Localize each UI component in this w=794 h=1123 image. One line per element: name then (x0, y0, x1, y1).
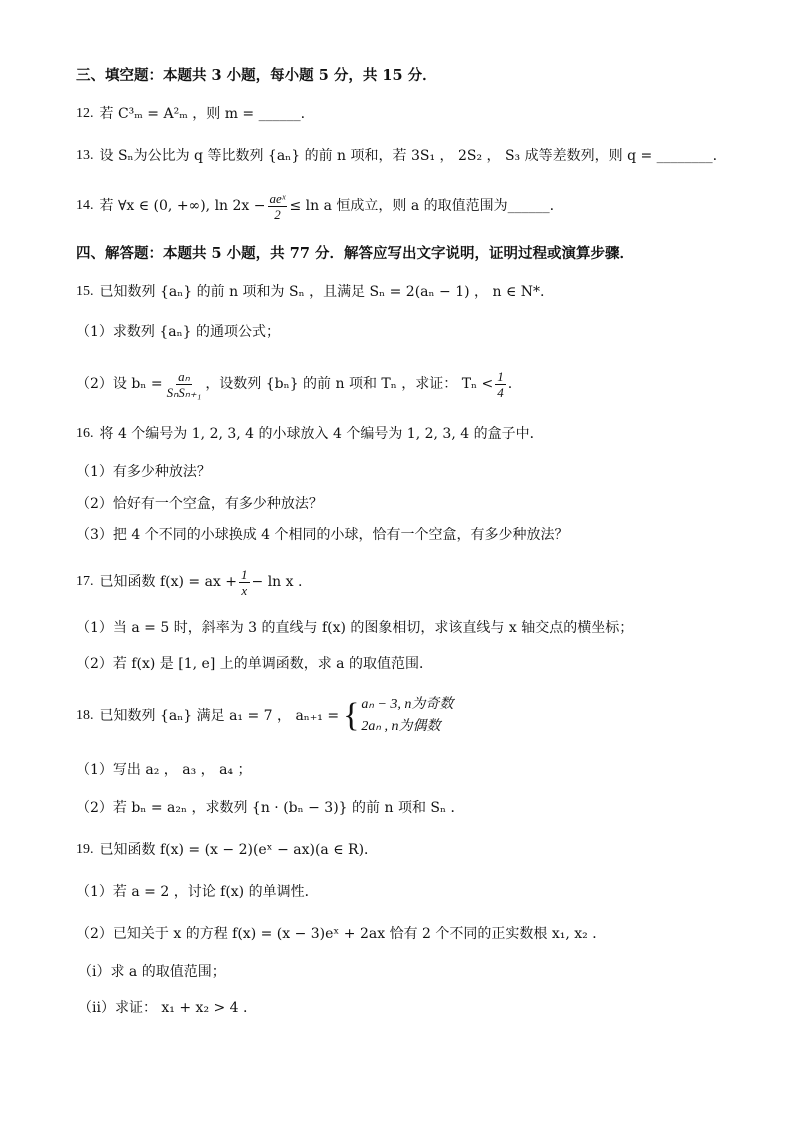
fraction (165, 369, 204, 400)
question-text: 已知函数 f(x) = (x − 2)(eˣ − ax)(a ∈ R)． (99, 842, 379, 858)
question-17 (76, 562, 302, 602)
question-19-sub-1: （i）求 a 的取值范围； (78, 964, 226, 980)
question-text-post: − ln x . (251, 574, 303, 590)
question-16-part-1: （1）有多少种放法？ (76, 464, 211, 480)
question-19-part-1: （1）若 a = 2 ，讨论 f(x) 的单调性． (76, 884, 319, 900)
question-14 (76, 188, 554, 224)
piecewise-definition (343, 694, 453, 738)
question-text: 已知数列 {aₙ} 的前 n 项和为 Sₙ ，且满足 Sₙ = 2(aₙ − 1) ， n ∈ N*. (99, 284, 545, 300)
denominator: x (241, 582, 248, 598)
question-17-part-2: （2）若 f(x) 是 [1, e] 上的单调函数，求 a 的取值范围． (76, 656, 433, 672)
question-number: 17. (76, 574, 94, 589)
numerator: aeˣ (269, 190, 286, 206)
fraction (495, 369, 506, 400)
question-text-post: ≤ ln a 恒成立，则 a 的取值范围为______. (289, 198, 555, 214)
section-4-heading: 四、解答题：本题共 5 小题，共 77 分．解答应写出文字说明，证明过程或演算步骤． (76, 245, 634, 262)
question-16-part-3: （3）把 4 个不同的小球换成 4 个相同的小球，恰有一个空盒，有多少种放法？ (76, 527, 569, 543)
part-text-end: . (507, 376, 513, 392)
question-text-pre: 已知函数 f(x) = ax + (99, 574, 238, 590)
part-text-mid: ，设数列 {bₙ} 的前 n 项和 Tₙ ，求证： Tₙ < (205, 376, 494, 392)
question-12 (76, 104, 305, 124)
numerator: 1 (241, 566, 248, 582)
question-15 (76, 282, 544, 302)
question-number: 12. (76, 106, 94, 121)
question-text-pre: 已知数列 {aₙ} 满足 a₁ = 7 ， aₙ₊₁ = (99, 708, 340, 724)
question-16 (76, 424, 544, 444)
part-text-pre: （2）设 bₙ = (76, 376, 163, 392)
question-19-sub-2: （ii）求证： x₁ + x₂ > 4 . (78, 1000, 248, 1016)
question-17-part-1: （1）当 a = 5 时，斜率为 3 的直线与 f(x) 的图象相切，求该直线与 x 轴交点的横坐标； (76, 620, 634, 636)
question-number: 13. (76, 148, 94, 163)
question-number: 15. (76, 284, 94, 299)
question-18 (76, 692, 453, 740)
question-number: 18. (76, 708, 94, 723)
fraction (268, 191, 288, 222)
question-18-part-2: （2）若 bₙ = a₂ₙ ，求数列 {n · (bₙ − 3)} 的前 n 项和 Sₙ ． (76, 800, 465, 816)
question-number: 14. (76, 198, 94, 213)
question-18-part-1: （1）写出 a₂ ， a₃ ， a₄ ； (76, 762, 252, 778)
case-odd: aₙ − 3, n为奇数 (361, 697, 454, 712)
question-16-part-2: （2）恰好有一个空盒，有多少种放法？ (76, 496, 323, 512)
denominator: SₙSₙ₊₁ (166, 384, 202, 400)
section-3-heading: 三、填空题：本题共 3 小题，每小题 5 分，共 15 分． (76, 67, 437, 84)
denominator: 4 (497, 384, 504, 400)
question-19 (76, 840, 378, 860)
question-19-part-2: （2）已知关于 x 的方程 f(x) = (x − 3)eˣ + 2ax 恰有 2 个不同的正实数根 x₁, x₂ ． (76, 926, 607, 942)
denominator: 2 (274, 206, 281, 222)
question-15-part-2 (76, 364, 512, 404)
left-brace: { (343, 697, 360, 734)
numerator: 1 (497, 368, 504, 384)
question-text-pre: 若 ∀x ∈ (0, +∞), ln 2x − (99, 198, 266, 214)
numerator: aₙ (178, 368, 190, 384)
question-number: 19. (76, 842, 94, 857)
case-rows (361, 694, 453, 738)
question-text: 若 C³ₘ = A²ₘ ，则 m = ______. (99, 106, 306, 122)
question-13 (76, 146, 717, 166)
question-text: 将 4 个编号为 1, 2, 3, 4 的小球放入 4 个编号为 1, 2, 3, 4 的盒子中． (99, 426, 544, 442)
fraction (239, 567, 250, 598)
question-number: 16. (76, 426, 94, 441)
question-text: 设 Sₙ为公比为 q 等比数列 {aₙ} 的前 n 项和，若 3S₁ ， 2S₂ ， S₃ 成等差数列，则 q = ________. (99, 148, 718, 164)
question-15-part-1: （1）求数列 {aₙ} 的通项公式； (76, 324, 281, 340)
case-even: 2aₙ , n为偶数 (361, 719, 441, 734)
